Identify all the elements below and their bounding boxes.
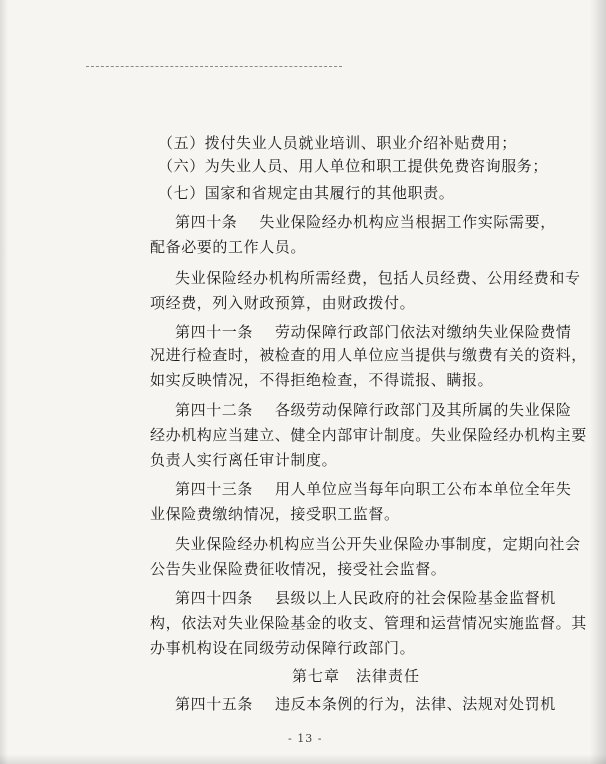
text-line: 业保险费缴纳情况，接受职工监督。 bbox=[150, 505, 400, 523]
scan-shadow-right bbox=[590, 0, 606, 764]
text-line: 办事机构设在同级劳动保障行政部门。 bbox=[150, 639, 416, 657]
text-line: 经办机构应当建立、健全内部审计制度。失业保险经办机构主要 bbox=[150, 426, 587, 444]
article-number: 第四十一条 bbox=[175, 323, 254, 341]
article-text: 违反本条例的行为，法律、法规对处罚机 bbox=[275, 695, 556, 713]
scan-shadow-bottom bbox=[0, 754, 606, 764]
article-42 bbox=[175, 400, 571, 420]
article-number: 第四十二条 bbox=[175, 401, 254, 419]
article-number: 第四十四条 bbox=[175, 589, 254, 607]
chapter-heading: 第七章 法律责任 bbox=[292, 667, 421, 685]
page-number: - 13 - bbox=[288, 732, 323, 745]
article-text: 县级以上人民政府的社会保险基金监督机 bbox=[275, 589, 556, 607]
article-text: 失业保险经办机构应当根据工作实际需要， bbox=[259, 213, 556, 231]
paragraph-start: 失业保险经办机构应当公开失业保险办事制度，定期向社会 bbox=[175, 535, 581, 553]
text-line: 构，依法对失业保险基金的收支、管理和运营情况实施监督。其 bbox=[150, 614, 587, 632]
list-item: （六）为失业人员、用人单位和职工提供免费咨询服务； bbox=[158, 157, 549, 175]
text-line: 项经费，列入财政预算，由财政拨付。 bbox=[150, 294, 416, 312]
article-40 bbox=[175, 212, 556, 232]
text-line: 配备必要的工作人员。 bbox=[150, 238, 307, 256]
scan-shadow-left bbox=[0, 0, 8, 764]
article-text: 各级劳动保障行政部门及其所属的失业保险 bbox=[275, 401, 572, 419]
text-line: 公告失业保险费征收情况，接受社会监督。 bbox=[150, 560, 447, 578]
list-item: （七）国家和省规定由其履行的其他职责。 bbox=[158, 184, 455, 202]
article-text: 劳动保障行政部门依法对缴纳失业保险费情 bbox=[275, 323, 572, 341]
header-dashed-rule bbox=[86, 66, 342, 67]
paragraph-start: 失业保险经办机构所需经费，包括人员经费、公用经费和专 bbox=[175, 269, 581, 287]
article-text: 用人单位应当每年向职工公布本单位全年失 bbox=[275, 480, 572, 498]
article-41 bbox=[175, 322, 571, 342]
article-45 bbox=[175, 694, 556, 714]
article-number: 第四十条 bbox=[175, 213, 238, 231]
article-number: 第四十三条 bbox=[175, 480, 254, 498]
text-line: 负责人实行离任审计制度。 bbox=[150, 451, 338, 469]
text-line: 况进行检查时，被检查的用人单位应当提供与缴费有关的资料， bbox=[150, 346, 587, 364]
article-number: 第四十五条 bbox=[175, 695, 254, 713]
text-line: 如实反映情况，不得拒绝检查，不得谎报、瞒报。 bbox=[150, 371, 494, 389]
article-44 bbox=[175, 588, 556, 608]
article-43 bbox=[175, 479, 571, 499]
list-item: （五）拨付失业人员就业培训、职业介绍补贴费用； bbox=[158, 134, 517, 152]
